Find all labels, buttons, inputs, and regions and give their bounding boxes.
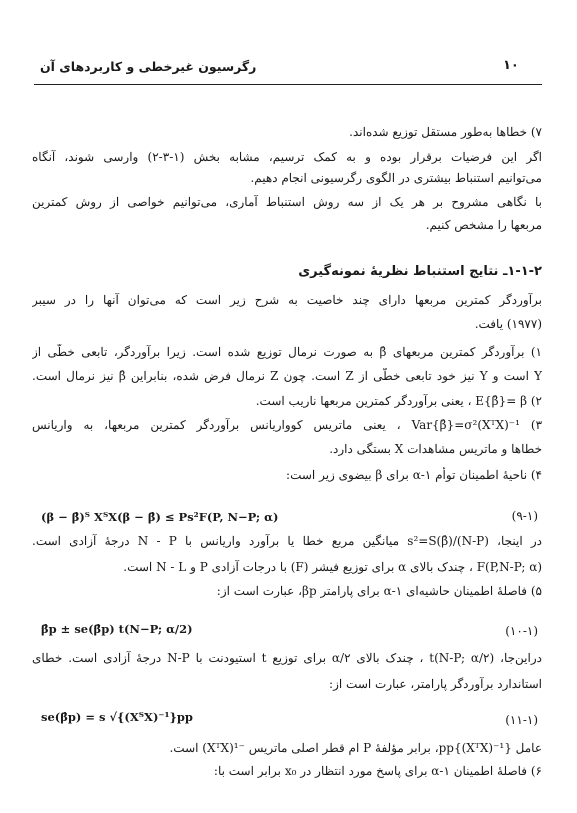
paragraph-line: استاندارد برآوردگر پارامتر، عبارت است از: — [329, 677, 542, 691]
equation-number: (۱۰-۱) — [505, 624, 538, 638]
paragraph-line: ۶) فاصلهٔ اطمینان α-۱ برای پاسخ مورد انتظار در x₀ برابر است با: — [213, 764, 542, 778]
paragraph-line: Y است و Y نیز خود تابعی خطّی از Z است. چون Z نرمال فرض شده، بنابراین β̂ نیز نرمال است. — [32, 369, 542, 383]
header-rule — [34, 84, 542, 85]
section-heading: ۱-۱-۲ـ نتایج استنباط نظریهٔ نمونه‌گیری — [298, 264, 542, 279]
paragraph-line: اگر این فرضیات برقرار بوده و به کمک ترسیم، مشابه بخش (۱-۳-۲) وارسی شوند، آنگاه — [32, 150, 542, 164]
paragraph-line: ۲) E{β̂}= β ، یعنی برآوردگر کمترین مربعها ناریب است. — [255, 394, 542, 408]
paragraph-line: با نگاهی مشروح بر هر یک از سه روش استنباط آماری، می‌توانیم خواصی از روش کمترین — [32, 195, 542, 209]
running-header-title: رگرسیون غیرخطی و کاربردهای آن — [40, 59, 257, 74]
equation-formula: β̂p ± se(β̂p) t(N−P; α/2) — [41, 622, 193, 636]
paragraph-line: دراین‌جا، t(N-P; α/۲) ، چندک بالای α/۲ برای توزیع t استیودنت با N-P درجهٔ آزادی است. خطای — [32, 651, 542, 665]
paragraph-line: ۱) برآوردگر کمترین مربعهای β̂ به صورت نرمال توزیع شده است. زیرا برآوردگر، تابعی خطّی از — [32, 345, 542, 359]
paragraph-line: ۴) ناحیهٔ اطمینان توأم α-۱ برای β بیضوی زیر است: — [286, 468, 542, 482]
paragraph-line: مربعها را مشخص کنیم. — [425, 218, 542, 232]
paragraph-line: عامل pp{(XᵀX)⁻¹}، برابر مؤلفهٔ P ام قطر اصلی ماتریس ⁻¹(XᵀX) است. — [169, 741, 542, 755]
paragraph-line: می‌توانیم استنباط بیشتری در الگوی رگرسیونی انجام دهیم. — [250, 171, 542, 185]
page-number: ۱۰ — [503, 58, 519, 73]
paragraph-line: خطاها و ماتریس مشاهدات X بستگی دارد. — [329, 442, 542, 456]
paragraph-line: (۱۹۷۷) یافت. — [474, 317, 542, 331]
paragraph-line: F(P,N-P; α) ، چندک بالای α برای توزیع فیشر (F) با درجات آزادی P و N - L است. — [123, 560, 542, 574]
paragraph-line: ۳) Var{β̂}=σ²(XᵀX)⁻¹ ، یعنی ماتریس کوواریانس برآوردگر کمترین مربعها، به واریانس — [32, 418, 542, 432]
paragraph-line: ۷) خطاها به‌طور مستقل توزیع شده‌اند. — [349, 125, 542, 139]
equation-number: (۱۱-۱) — [505, 713, 538, 727]
equation-formula: (β − β̂)ᵀ XᵀX(β − β̂) ≤ Ps²F(P, N−P; α) — [41, 510, 279, 524]
paragraph-line: در اینجا، s²=S(β̂)/(N-P) میانگین مربع خطا یا برآورد واریانس با N - P درجهٔ آزادی است. — [32, 534, 542, 548]
paragraph-line: ۵) فاصلهٔ اطمینان حاشیه‌ای α-۱ برای پارامتر βp، عبارت است از: — [216, 584, 542, 598]
equation-formula: se(β̂p) = s √{(XᵀX)⁻¹}pp — [41, 710, 193, 724]
equation-number: (۹-۱) — [511, 509, 538, 523]
paragraph-line: برآوردگر کمترین مربعها دارای چند خاصیت به شرح زیر است که می‌توان آنها را در سیبر — [32, 293, 542, 307]
